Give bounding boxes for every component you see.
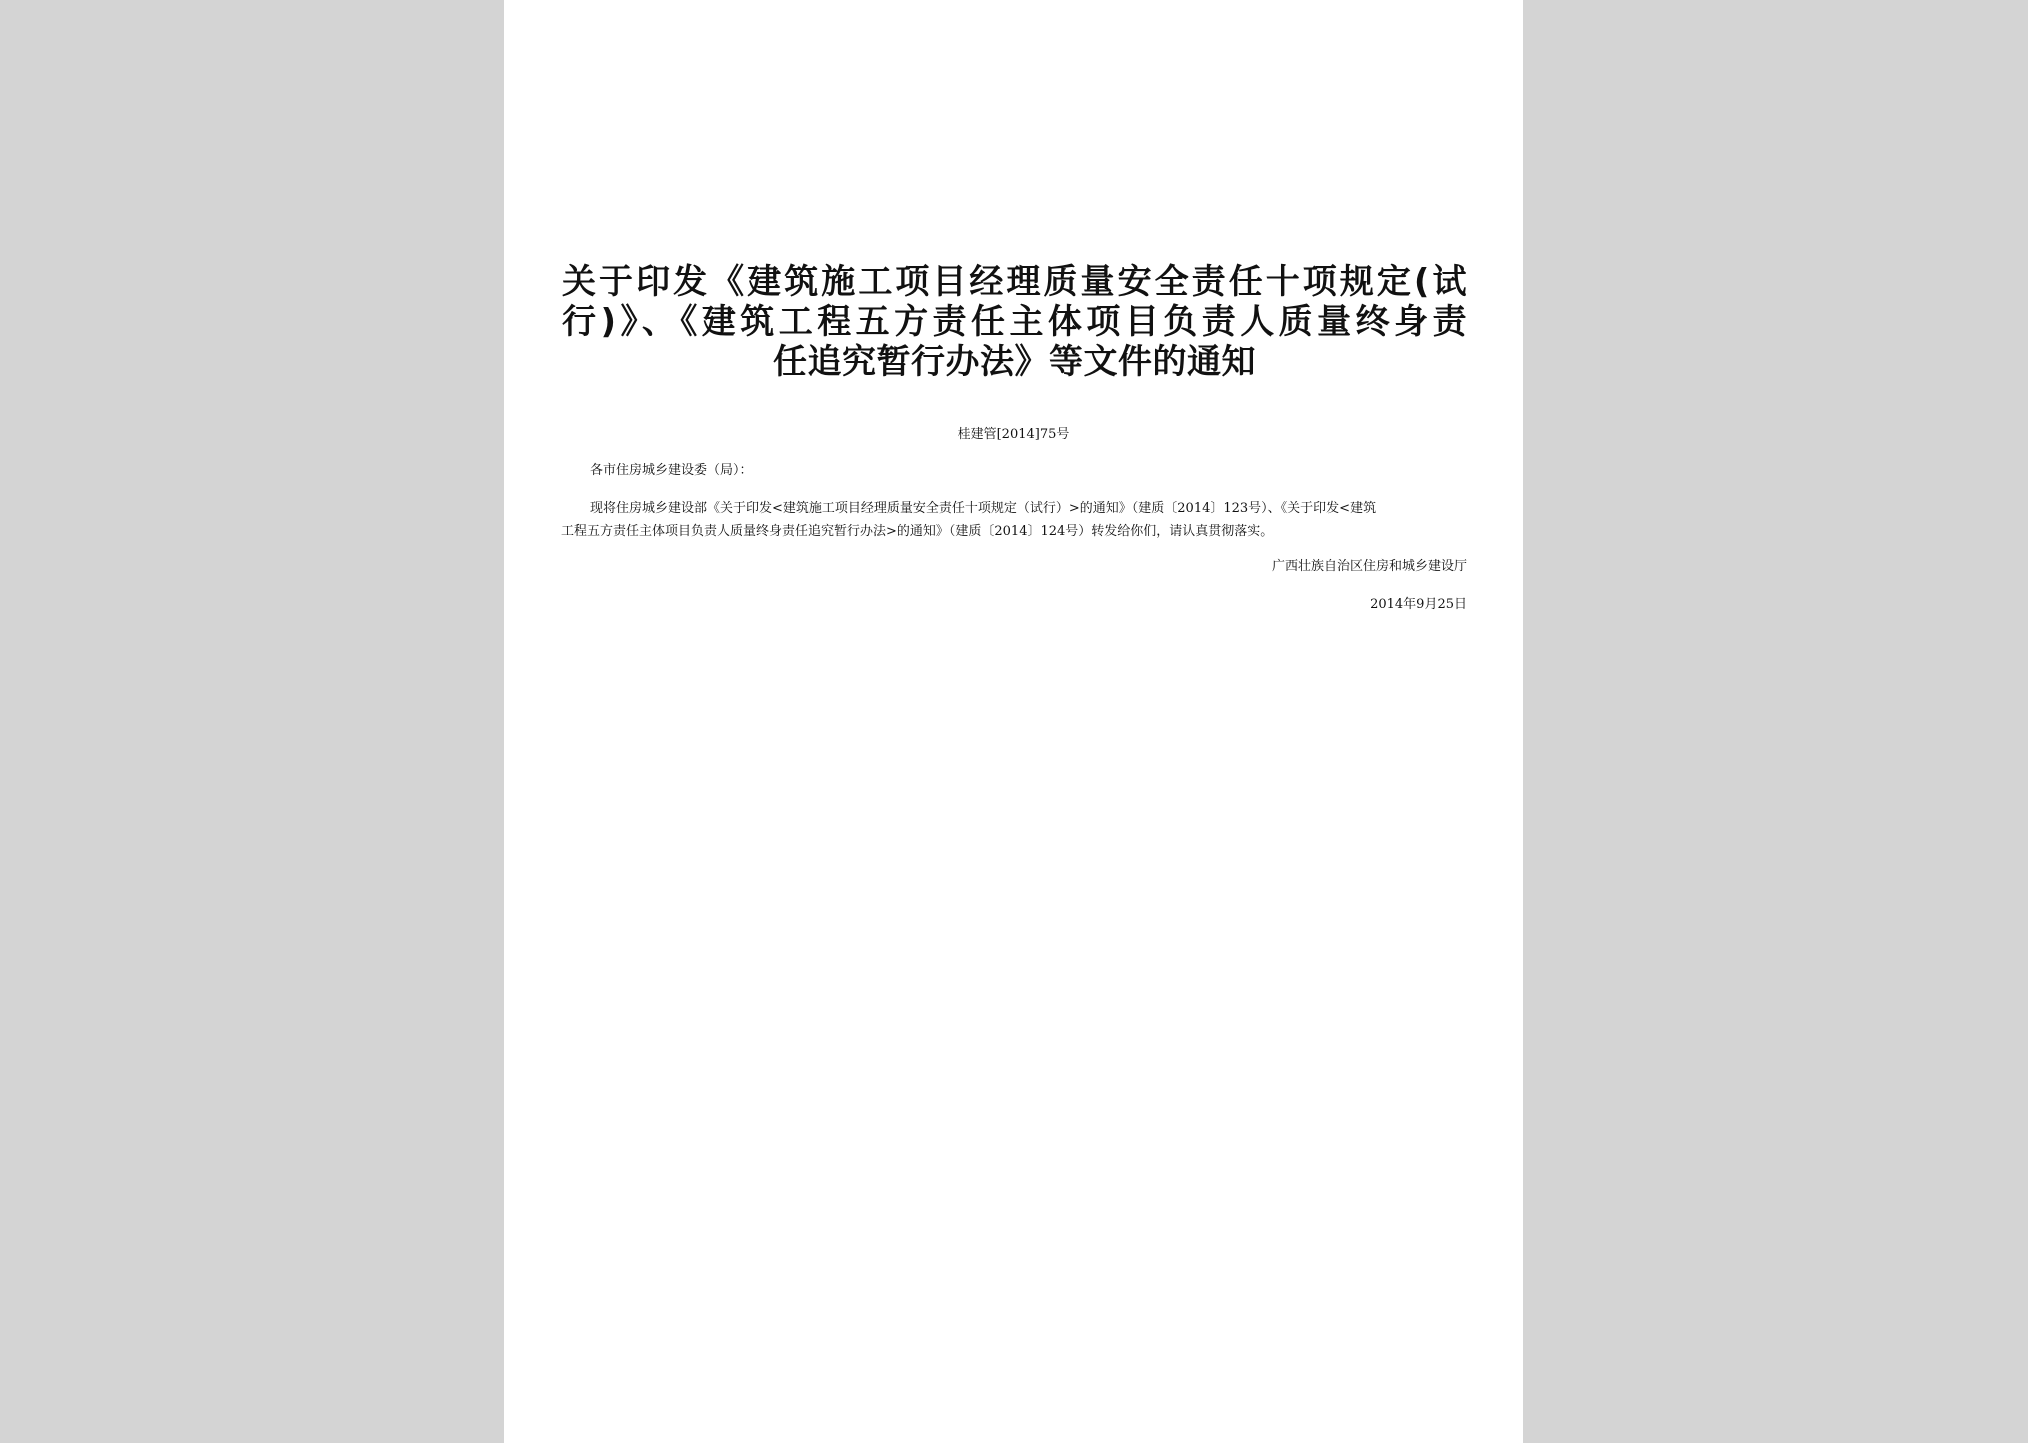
title-line: 任追究暂行办法》等文件的通知 [773, 342, 1256, 382]
title-line: 关于印发《建筑施工项目经理质量安全责任十项规定(试 [562, 262, 1467, 302]
body-line: 工程五方责任主体项目负责人质量终身责任追究暂行办法>的通知》（建质〔2014〕124号）转发给你们，请认真贯彻落实。 [561, 524, 1274, 539]
document-number: 桂建管[2014]75号 [957, 427, 1070, 442]
title-line: 行)》、《建筑工程五方责任主体项目负责人质量终身责 [562, 302, 1467, 342]
document-title [562, 262, 1467, 382]
issue-date: 2014年9月25日 [1370, 597, 1467, 612]
body-paragraph [561, 497, 1469, 543]
issuer-signature: 广西壮族自治区住房和城乡建设厅 [1271, 559, 1467, 574]
body-line: 现将住房城乡建设部《关于印发<建筑施工项目经理质量安全责任十项规定（试行）>的通知》（建质〔2014〕123号）、《关于印发<建筑 [590, 501, 1377, 516]
document-page [504, 0, 1523, 1443]
salutation: 各市住房城乡建设委（局）： [590, 463, 753, 478]
